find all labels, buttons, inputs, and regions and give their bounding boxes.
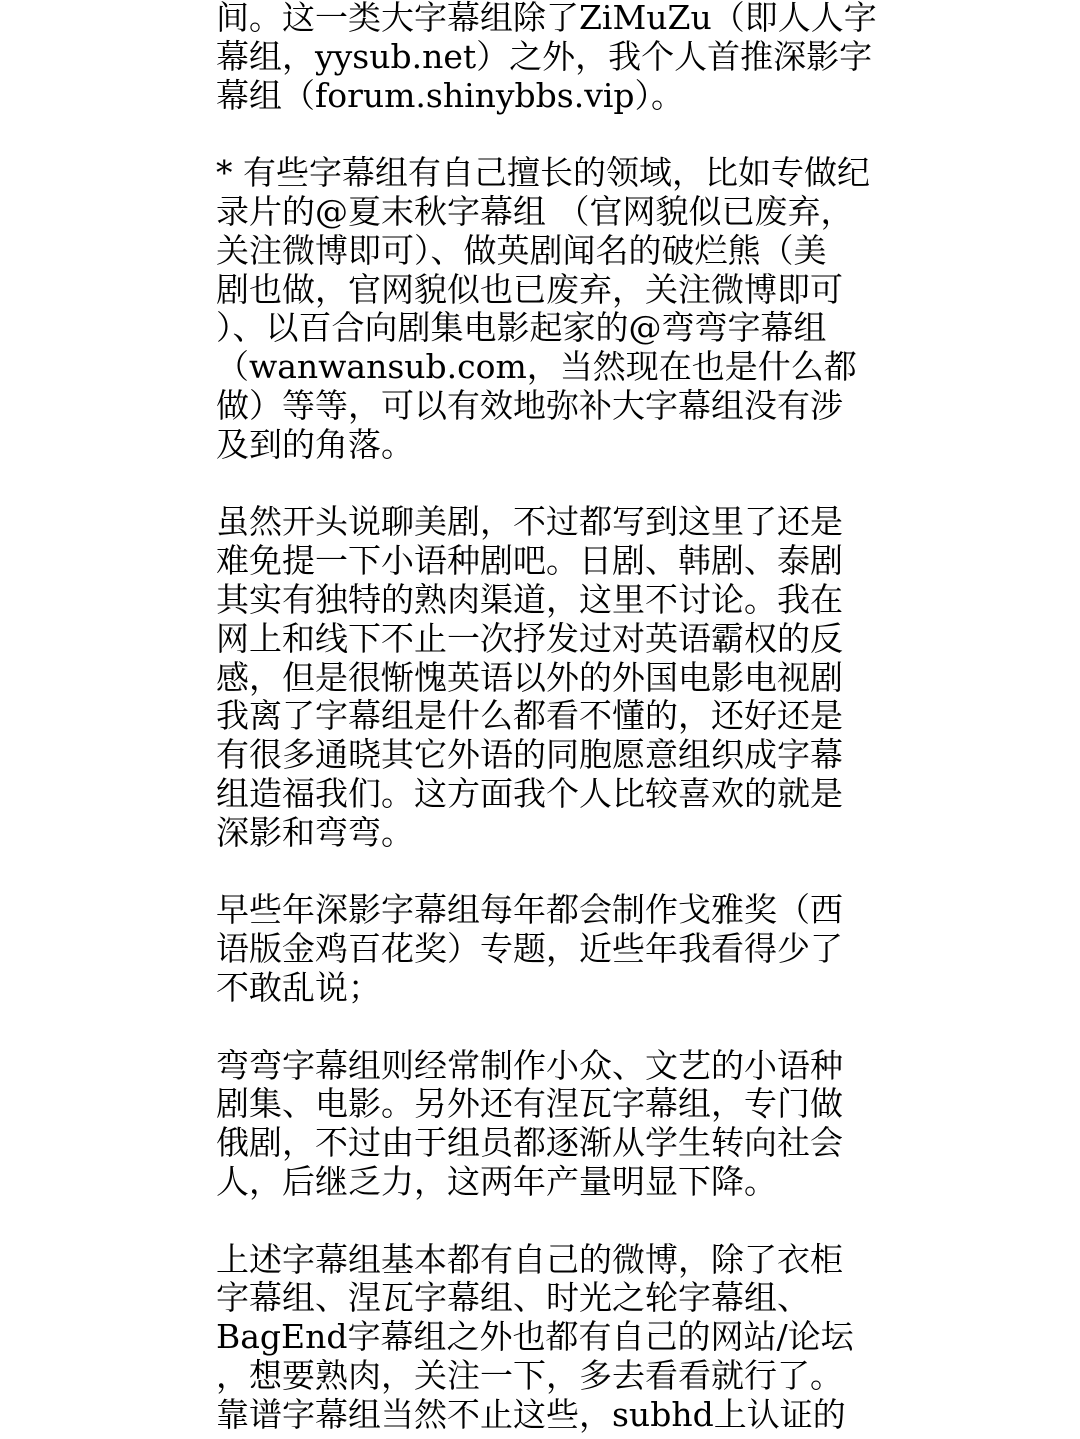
text-line: * 有些字幕组有自己擅长的领域，比如专做纪 (216, 153, 870, 193)
text-line: 组造福我们。这方面我个人比较喜欢的就是 (216, 773, 843, 813)
text-line: 我离了字幕组是什么都看不懂的，还好还是 (216, 696, 843, 736)
text-line: 录片的@夏末秋字幕组 （官网貌似已废弃， (216, 191, 854, 231)
paragraph-wanwan-neva (216, 1047, 1056, 1202)
text-line: 俄剧，不过由于组员都逐渐从学生转向社会 (216, 1123, 843, 1163)
text-line: 及到的角落。 (216, 424, 414, 464)
text-line: 网上和线下不止一次抒发过对英语霸权的反 (216, 618, 843, 658)
paragraph-shinybbs-goya (216, 891, 1056, 1007)
text-line: ）、以百合向剧集电影起家的@弯弯字幕组 (216, 308, 827, 348)
text-line: 难免提一下小语种剧吧。日剧、韩剧、泰剧 (216, 541, 843, 581)
text-line: ，想要熟肉，关注一下，多去看看就行了。 (216, 1355, 843, 1395)
text-line: 深影和弯弯。 (216, 812, 414, 852)
text-line: 靠谱字幕组当然不止这些，subhd上认证的 (216, 1394, 846, 1434)
text-line: 幕组（forum.shinybbs.vip）。 (216, 75, 685, 115)
text-line: 不敢乱说； (216, 967, 381, 1007)
text-line: 间。这一类大字幕组除了ZiMuZu（即人人字 (216, 0, 877, 37)
text-line: 剧也做，官网貌似也已废弃，关注微博即可 (216, 269, 843, 309)
text-line: 虽然开头说聊美剧，不过都写到这里了还是 (216, 502, 843, 542)
text-line: 做）等等，可以有效地弥补大字幕组没有涉 (216, 385, 843, 425)
text-line: 有很多通晓其它外语的同胞愿意组织成字幕 (216, 735, 843, 775)
text-line: 上述字幕组基本都有自己的微博，除了衣柜 (216, 1239, 843, 1279)
paragraph-minor-languages (216, 503, 1056, 852)
text-line: 人，后继乏力，这两年产量明显下降。 (216, 1161, 777, 1201)
text-line: （wanwansub.com，当然现在也是什么都 (216, 347, 857, 387)
paragraph-zimuzu-intro (216, 0, 1056, 115)
text-line: 其实有独特的熟肉渠道，这里不讨论。我在 (216, 579, 843, 619)
text-line: 剧集、电影。另外还有涅瓦字幕组，专门做 (216, 1084, 843, 1124)
text-line: 关注微博即可）、做英剧闻名的破烂熊（美 (216, 230, 827, 270)
text-line: 字幕组、涅瓦字幕组、时光之轮字幕组、 (216, 1278, 810, 1318)
text-line: 弯弯字幕组则经常制作小众、文艺的小语种 (216, 1045, 843, 1085)
paragraph-weibo-summary (216, 1241, 1056, 1435)
text-line: 感，但是很惭愧英语以外的外国电影电视剧 (216, 657, 843, 697)
text-line: 语版金鸡百花奖）专题，近些年我看得少了 (216, 929, 843, 969)
article-body (216, 0, 1056, 1434)
text-line: 幕组，yysub.net）之外，我个人首推深影字 (216, 36, 873, 76)
paragraph-specialized-groups (216, 154, 1056, 464)
text-line: BagEnd字幕组之外也都有自己的网站/论坛 (216, 1317, 854, 1357)
text-line: 早些年深影字幕组每年都会制作戈雅奖（西 (216, 890, 843, 930)
